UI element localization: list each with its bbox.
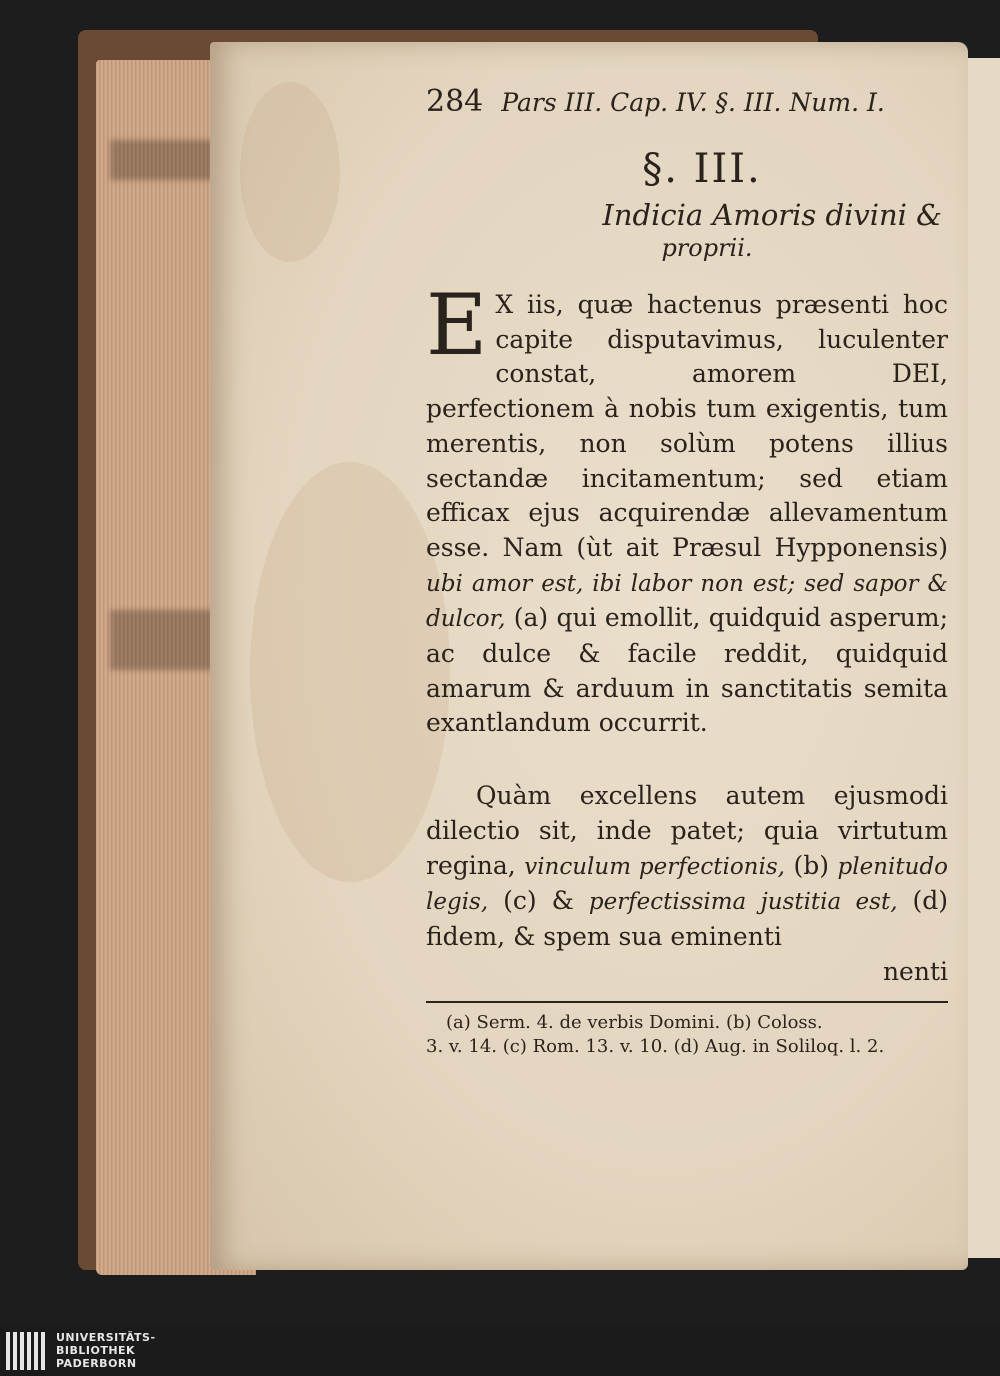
footnote-line: (a) Serm. 4. de verbis Domini. (b) Coloss.: [446, 1011, 823, 1033]
footnote-rule: [426, 1001, 948, 1003]
paragraph-1: [426, 276, 948, 741]
running-head: [426, 84, 948, 128]
page-stain: [250, 462, 450, 882]
italic-phrase: vinculum perfectionis,: [524, 853, 785, 880]
footnote-ref: (c) &: [503, 886, 574, 916]
library-name-line: UNIVERSITÄTS-: [56, 1331, 156, 1344]
quotation-italic: ubi amor est, ibi labor non est; sed sapor & dulcor,: [426, 570, 948, 633]
section-title-continued: proprii.: [661, 234, 753, 262]
footnote-line: 3. v. 14. (c) Rom. 13. v. 10. (d) Aug. in Soliloq. l. 2.: [426, 1035, 885, 1057]
footnote-ref: (b): [793, 850, 829, 880]
section-title: Indicia Amoris divini &: [602, 198, 942, 232]
library-logo-icon: [6, 1332, 46, 1370]
catchword: nenti: [882, 956, 948, 986]
paragraph-2-text-end: (d) fidem, & spem sua eminenti: [426, 886, 949, 951]
paragraph-2: [426, 779, 948, 955]
library-name: [56, 1331, 156, 1370]
page-number: 284: [426, 84, 484, 119]
italic-phrase: perfectissima justitia est,: [588, 889, 898, 916]
page-stain: [240, 82, 340, 262]
paragraph-1-text: X iis, quæ hactenus præsenti hoc capite disputavimus, luculenter constat, amorem DEI, perfectionem à nobis tum exigentis, tum merentis, non solùm potens illius sectandæ incitamentum; sed etiam efficax ejus acquirendæ allevamentum esse. Nam (ùt ait Præsul Hypponensis): [426, 290, 948, 562]
library-name-line: PADERBORN: [56, 1357, 137, 1370]
drop-cap: E: [426, 276, 488, 374]
section-mark: §. III.: [642, 146, 762, 192]
library-name-line: BIBLIOTHEK: [56, 1344, 136, 1357]
running-title: Pars III. Cap. IV. §. III. Num. I.: [501, 88, 885, 117]
footnotes: [426, 1011, 948, 1059]
library-logo-bar: [0, 1326, 1000, 1376]
paragraph-1-text-end: (a) qui emollit, quidquid asperum; ac dulce & facile reddit, quidquid amarum & arduum in sanctitatis semita exantlandum occurrit.: [426, 603, 948, 738]
page-text-block: [426, 84, 948, 1059]
paragraph-2-text: Quàm excellens autem ejusmodi dilectio sit, inde patet; quia virtutum regina,: [426, 781, 948, 880]
italic-phrase: plenitudo legis,: [426, 853, 948, 916]
